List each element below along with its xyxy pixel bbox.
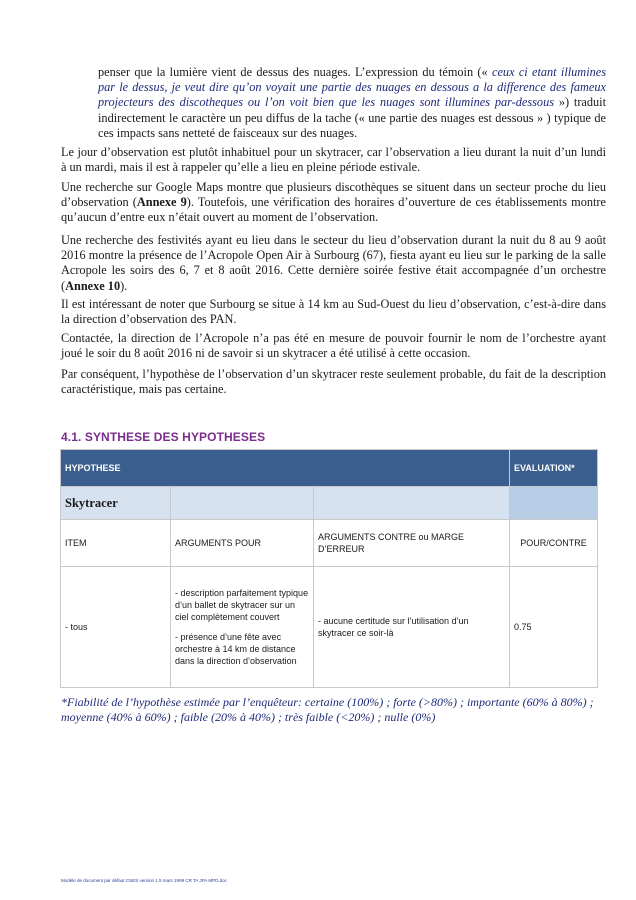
row-item: - tous: [61, 567, 171, 688]
reliability-footnote: *Fiabilité de l’hypothèse estimée par l’enquêteur: certaine (100%) ; forte (>80%) ; importante (60% à 80%) ; moyenne (40% à 60%) ; faible (20% à 40%) ; très faible (<20%) ; nulle (0%): [61, 695, 594, 724]
paragraph-festivities-c: ).: [120, 278, 128, 293]
quote-paragraph: [98, 65, 606, 141]
table-header-row: [61, 450, 598, 487]
section-title: 4.1. SYNTHESE DES HYPOTHESES: [61, 430, 266, 444]
row-arguments-pour: [171, 567, 314, 688]
table-subheader-row: [61, 487, 598, 520]
annex-10-ref: Annexe 10: [65, 278, 121, 293]
annex-9-ref: Annexe 9: [136, 195, 187, 210]
quote-outro: ») traduit indirectement le caractère un peu diffus de la tache (« une partie des nuages est dessous » ) typique de ces impacts sans netteté de faisceaux sur des nuages.: [98, 95, 607, 140]
row-arguments-contre: - aucune certitude sur l’utilisation d’un skytracer ce soir-là: [314, 567, 510, 688]
col-arguments-contre: ARGUMENTS CONTRE ou MARGE D’ERREUR: [314, 520, 510, 567]
argument-pour-item: - présence d’une fête avec orchestre à 14 km de distance dans la direction d’observation: [175, 632, 297, 666]
table-row: [61, 567, 598, 688]
paragraph-festivities-a: Une recherche des festivités ayant eu lieu dans le secteur du lieu d’observation durant la nuit du 8 au 9 août 2016 montre la présence de l’Acropole Open Air à Surbourg (67), fiesta ayant eu lieu sur le parking de la salle Acropole les soirs des 6, 7 et 8 août 2016. Cette dernière soirée festive était accompagnée d’un orchestre (: [61, 233, 606, 293]
subheader-empty-2: [314, 487, 510, 520]
col-pour-contre: POUR/CONTRE: [510, 520, 598, 567]
col-arguments-pour: ARGUMENTS POUR: [171, 520, 314, 567]
page-footer: Modèle de document par défaut CNES version 1.5 mars 1999 CR TA JPA MPD.doc: [61, 878, 227, 883]
quote-intro: penser que la lumière vient de dessus des nuages. L’expression du témoin («: [98, 65, 488, 79]
paragraph-festivities: [61, 233, 606, 294]
paragraph-conclusion: Par conséquent, l’hypothèse de l’observation d’un skytracer reste seulement probable, du fait de la description caractéristique, mais pas certaine.: [61, 367, 606, 397]
paragraph-observation-day: Le jour d’observation est plutôt inhabituel pour un skytracer, car l’observation a lieu durant la nuit d’un lundi à un mardi, mais il est à rappeler qu’elle a lieu en pleine période estivale.: [61, 145, 606, 175]
table-column-header-row: [61, 520, 598, 567]
header-evaluation: EVALUATION*: [510, 450, 598, 487]
col-item: ITEM: [61, 520, 171, 567]
paragraph-google-maps-c: ). Toutefois, une vérification des horaires d’ouverture de ces établissements montre qu’aucun d’entre eux n’était ouvert au moment de l’observation.: [61, 195, 606, 225]
argument-pour-item: - description parfaitement typique d’un ballet de skytracer sur un ciel complètement couvert: [175, 588, 309, 622]
witness-quote: ceux ci etant illumines par le dessus, je veut dire qu’on voyait une partie des nuages en dessous a la difference des fameux projecteurs des discotheques ou l’on voit bien que les nuages sont illumines par-dessous: [98, 65, 606, 110]
header-hypothese: HYPOTHESE: [61, 450, 510, 487]
paragraph-google-maps: [61, 180, 606, 226]
hypothesis-table: [60, 449, 598, 688]
row-evaluation: 0.75: [510, 567, 598, 688]
subheader-empty-3: [510, 487, 598, 520]
subheader-empty-1: [171, 487, 314, 520]
subheader-skytracer: Skytracer: [61, 487, 171, 520]
paragraph-acropole-contact: Contactée, la direction de l’Acropole n’a pas été en mesure de pouvoir fournir le nom de l’orchestre ayant joué le soir du 8 août 2016 ni de savoir si un skytracer a été utilisé à cette occasion.: [61, 331, 606, 361]
paragraph-surbourg: Il est intéressant de noter que Surbourg se situe à 14 km au Sud-Ouest du lieu d’observation, c’est-à-dire dans la direction d’observation des PAN.: [61, 297, 606, 327]
paragraph-google-maps-a: Une recherche sur Google Maps montre que plusieurs discothèques se situent dans un secteur proche du lieu d’observation (: [61, 180, 606, 210]
